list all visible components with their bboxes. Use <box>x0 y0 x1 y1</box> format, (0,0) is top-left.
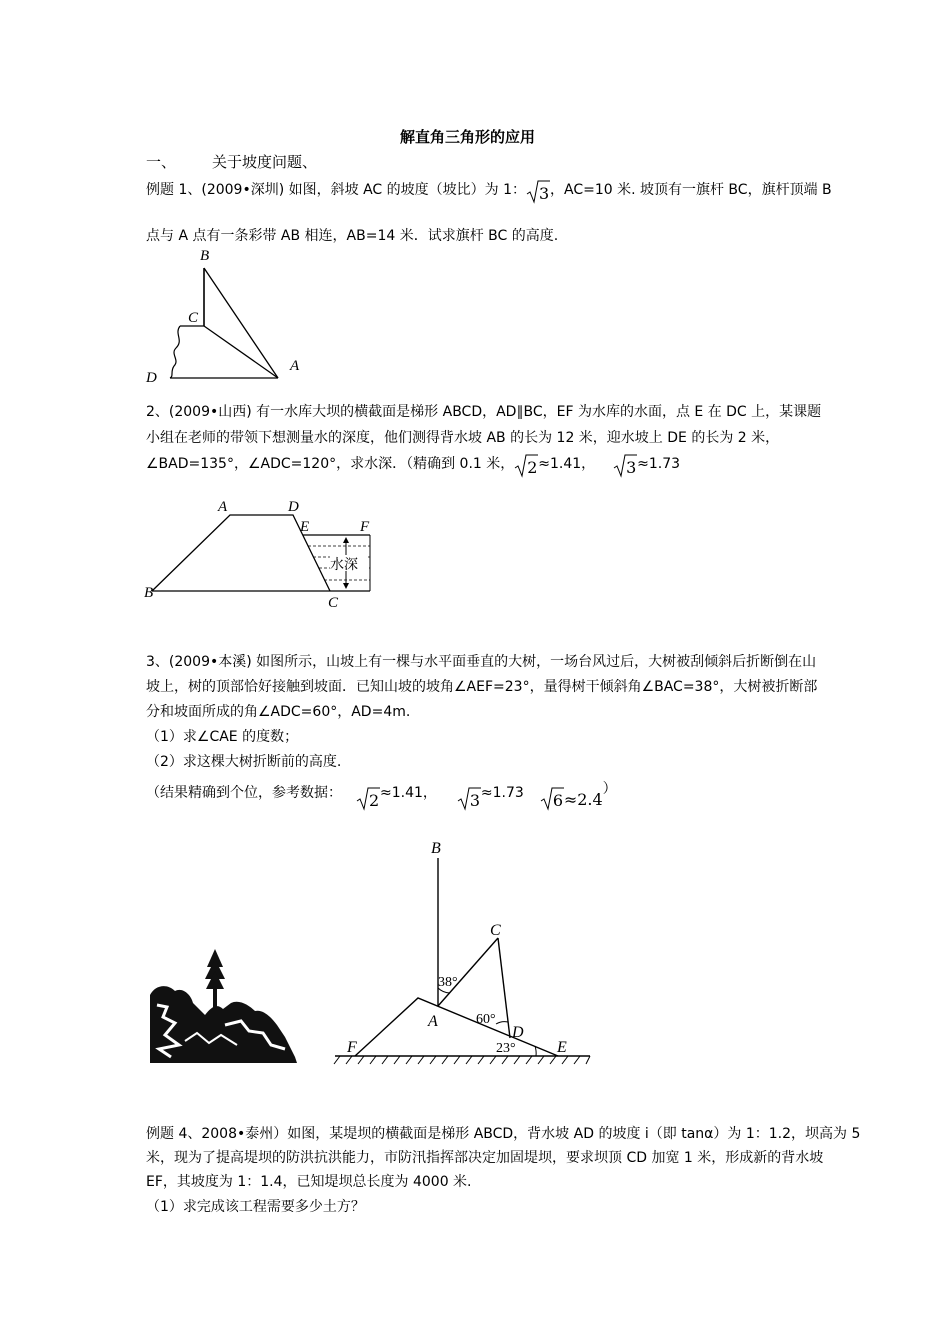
label-a: A <box>290 358 300 374</box>
approx-1-73: ≈1.73 <box>637 456 681 472</box>
label-d: D <box>288 499 299 515</box>
label-b: B <box>431 840 441 857</box>
label-b: B <box>200 248 210 264</box>
reference-text: （结果精确到个位，参考数据： <box>146 785 342 801</box>
problem3-q1: （1）求∠CAE 的度数； <box>146 729 299 745</box>
reference-close: ） <box>602 781 617 797</box>
label-c: C <box>188 310 199 326</box>
problem4-line1: 例题 4、2008•泰州）如图，某堤坝的横截面是梯形 ABCD，背水坡 AD 的坡度 i（即 tanα）为 1：1.2，坝高为 5 <box>146 1126 861 1142</box>
sqrt3-value: 3 <box>626 458 637 477</box>
approx-1-41: ≈1.41， <box>538 456 596 472</box>
page-title: 解直角三角形的应用 <box>400 128 536 146</box>
problem4-line2: 米，现为了提高堤坝的防洪抗洪能力，市防汛指挥部决定加固堤坝，要求坝顶 CD 加宽 1 米，形成新的背水坡 <box>146 1150 824 1166</box>
problem4-line3: EF，其坡度为 1：1.4，已知堤坝总长度为 4000 米. <box>146 1174 472 1190</box>
figure-3 <box>330 838 595 1070</box>
arrow-down-icon <box>343 583 349 589</box>
problem1-text-a: 例题 1、(2009•深圳) 如图，斜坡 AC 的坡度（坡比）为 1： <box>146 182 526 198</box>
label-d: D <box>512 1024 524 1041</box>
problem3-line2: 坡上，树的顶部恰好接触到坡面．已知山坡的坡角∠AEF=23°，量得树干倾斜角∠BAC=38°，大树被折断部 <box>146 679 818 695</box>
figure-2 <box>140 495 385 610</box>
hill-curve <box>170 326 180 378</box>
section-number: 一、 <box>146 153 177 171</box>
problem1-line2: 点与 A 点有一条彩带 AB 相连，AB=14 米．试求旗杆 BC 的高度. <box>146 228 559 244</box>
broken-segment-ac <box>438 938 498 1006</box>
problem2-line3 <box>146 454 681 477</box>
label-c: C <box>328 595 339 610</box>
label-a: A <box>428 1013 438 1030</box>
arrow-up-icon <box>343 537 349 543</box>
label-c: C <box>490 922 501 939</box>
label-water-depth: 水深 <box>330 557 358 573</box>
ribbon-ab <box>204 268 278 378</box>
sqrt6-value: 6 <box>552 791 563 810</box>
sqrt3-expression <box>526 180 550 203</box>
problem3-line1: 3、(2009•本溪) 如图所示，山坡上有一棵与水平面垂直的大树，一场台风过后，大树被刮倾斜后折断倒在山 <box>146 654 817 670</box>
approx-2-4: ≈2.4 <box>563 790 603 809</box>
label-b: B <box>144 585 154 601</box>
problem3-q2: （2）求这棵大树折断前的高度. <box>146 754 342 770</box>
figure-1 <box>140 244 310 389</box>
problem2-line2: 小组在老师的带领下想测量水的深度，他们测得背水坡 AB 的长为 12 米，迎水坡上 DE 的长为 2 米， <box>146 430 780 446</box>
problem1-line1 <box>146 180 832 203</box>
slope-ac <box>204 326 278 378</box>
sqrt3-value: 3 <box>538 184 550 203</box>
ground-hatching <box>334 1056 590 1064</box>
label-a: A <box>218 499 228 515</box>
angle-arc-60 <box>496 1022 508 1024</box>
approx-1-73: ≈1.73 <box>480 785 524 801</box>
angle-label-38: 38° <box>438 975 458 990</box>
angle-label-23: 23° <box>496 1041 516 1056</box>
sqrt2-expression <box>514 454 538 477</box>
problem2-text-a: ∠BAD=135°，∠ADC=120°，求水深．（精确到 0.1 米， <box>146 456 515 472</box>
tree-landscape-illustration <box>145 945 300 1067</box>
label-d: D <box>146 370 157 386</box>
problem3-reference <box>146 779 617 810</box>
section-heading: 关于坡度问题、 <box>212 153 318 171</box>
sqrt3-expression <box>613 454 637 477</box>
problem1-text-b: ，AC=10 米. 坡顶有一旗杆 BC，旗杆顶端 B <box>549 182 832 198</box>
sqrt2-value: 2 <box>527 458 538 477</box>
label-f: F <box>360 519 370 535</box>
sqrt3-value: 3 <box>469 791 481 810</box>
angle-label-60: 60° <box>476 1012 496 1027</box>
problem3-line3: 分和坡面所成的角∠ADC=60°，AD=4m. <box>146 704 411 720</box>
problem2-line1: 2、(2009•山西) 有一水库大坝的横截面是梯形 ABCD，AD∥BC，EF 为水库的水面，点 E 在 DC 上，某课题 <box>146 404 822 420</box>
sqrt2-expression <box>356 787 380 810</box>
label-f: F <box>347 1039 357 1056</box>
hillside <box>355 998 558 1056</box>
approx-1-41: ≈1.41， <box>380 785 437 801</box>
sqrt3-expression <box>457 787 481 810</box>
label-e: E <box>557 1039 567 1056</box>
problem4-q1: （1）求完成该工程需要多少土方？ <box>146 1199 365 1215</box>
sqrt2-value: 2 <box>369 791 380 810</box>
sqrt6-expression <box>540 787 564 810</box>
label-e: E <box>300 519 310 535</box>
broken-segment-cd <box>498 938 510 1038</box>
